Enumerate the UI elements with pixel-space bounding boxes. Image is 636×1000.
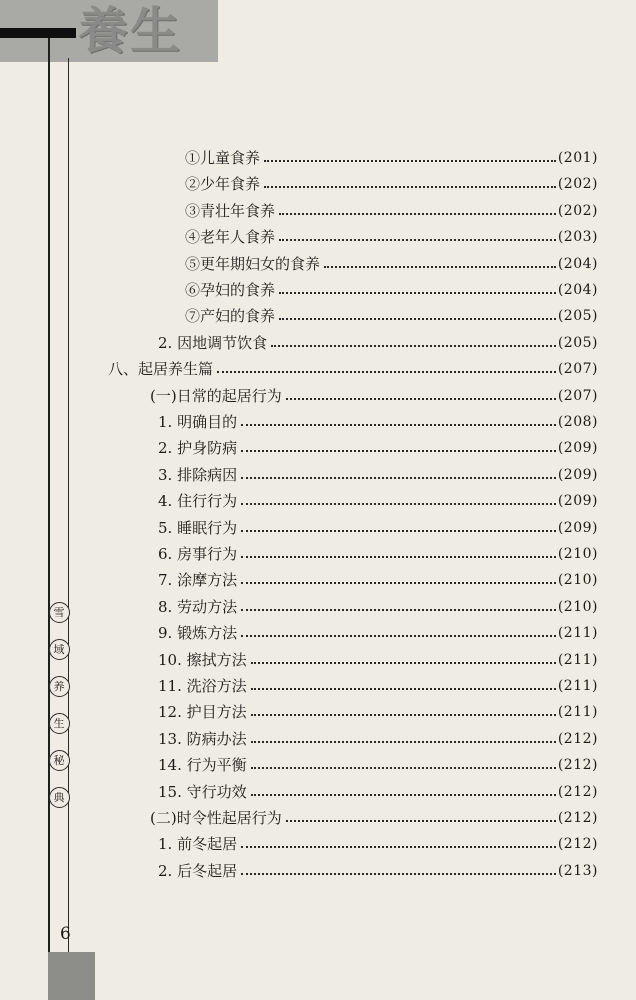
toc-entry-title: 2. 护身防病 xyxy=(158,439,238,458)
toc-entry-page: (210) xyxy=(557,598,598,615)
toc-entry-title: 8. 劳动方法 xyxy=(158,597,238,616)
toc-entry[interactable] xyxy=(158,617,598,643)
book-title-char: 秘 xyxy=(49,750,70,771)
dot-leader xyxy=(241,450,556,452)
toc-entry-title: 11. 洗浴方法 xyxy=(158,677,247,695)
footer-block xyxy=(48,952,95,1000)
toc-entry-title: 4. 住行行为 xyxy=(158,492,238,511)
dot-leader xyxy=(241,609,556,611)
toc-entry-title: 15. 守行功效 xyxy=(158,782,247,801)
toc-entry-title: 10. 擦拭方法 xyxy=(158,650,247,669)
dot-leader xyxy=(251,662,556,664)
toc-entry[interactable] xyxy=(185,274,598,300)
toc-entry-title: 13. 防病办法 xyxy=(158,729,247,748)
toc-entry-title: (二)时令性起居行为 xyxy=(150,809,282,827)
toc-entry[interactable] xyxy=(158,406,598,432)
dot-leader xyxy=(241,635,556,637)
toc-entry-title: 5. 睡眠行为 xyxy=(158,518,238,537)
book-title-char: 典 xyxy=(49,787,70,808)
toc-entry-title: ⑤更年期妇女的食养 xyxy=(185,254,321,273)
dot-leader xyxy=(217,371,556,373)
toc-entry[interactable] xyxy=(158,512,598,538)
toc-entry[interactable] xyxy=(158,591,598,617)
toc-entry[interactable] xyxy=(185,248,598,274)
toc-entry-title: ①儿童食养 xyxy=(185,149,261,167)
dot-leader xyxy=(241,582,556,584)
toc-entry-title: 6. 房事行为 xyxy=(158,545,238,563)
toc-entry-page: (204) xyxy=(557,282,598,298)
margin-rule-inner xyxy=(68,58,69,978)
dot-leader xyxy=(251,688,556,690)
toc-entry-page: (211) xyxy=(557,704,598,721)
toc-entry-title: 2. 因地调节饮食 xyxy=(158,333,268,352)
toc-entry-page: (212) xyxy=(557,757,598,774)
toc-entry-page: (205) xyxy=(557,334,598,351)
toc-entry-page: (209) xyxy=(557,466,598,483)
book-title-char: 域 xyxy=(49,639,70,660)
dot-leader xyxy=(241,530,556,532)
toc-entry[interactable] xyxy=(158,485,598,511)
toc-entry-page: (202) xyxy=(557,176,598,193)
toc-entry[interactable] xyxy=(158,564,598,590)
toc-entry-page: (209) xyxy=(557,519,598,536)
toc-entry[interactable] xyxy=(185,195,598,221)
toc-entry-title: 9. 锻炼方法 xyxy=(158,624,238,643)
toc-entry-page: (210) xyxy=(557,546,598,562)
dot-leader xyxy=(264,186,556,188)
toc-entry-page: (209) xyxy=(557,440,598,457)
toc-entry[interactable] xyxy=(158,828,598,854)
toc-entry-page: (212) xyxy=(557,810,598,826)
toc-entry-page: (212) xyxy=(557,836,598,853)
dot-leader xyxy=(286,398,556,400)
toc-entry-page: (207) xyxy=(557,361,598,378)
toc-entry[interactable] xyxy=(185,221,598,247)
toc-entry-page: (205) xyxy=(557,308,598,325)
toc-entry-title: (一)日常的起居行为 xyxy=(150,386,282,405)
toc-entry-page: (207) xyxy=(557,387,598,404)
dot-leader xyxy=(279,318,556,320)
dot-leader xyxy=(324,266,556,268)
dot-leader xyxy=(241,503,556,505)
toc-entry-title: 八、起居养生篇 xyxy=(108,360,214,379)
toc-entry[interactable] xyxy=(158,723,598,749)
toc-entry-page: (212) xyxy=(557,730,598,747)
toc-entry-page: (211) xyxy=(557,651,598,668)
toc-entry[interactable] xyxy=(185,168,598,194)
book-title-char: 养 xyxy=(49,676,70,697)
dot-leader xyxy=(241,846,556,848)
dot-leader xyxy=(279,292,556,294)
dot-leader xyxy=(251,794,556,796)
toc-entry-title: 1. 前冬起居 xyxy=(158,835,238,854)
toc-entry-title: 3. 排除病因 xyxy=(158,465,238,484)
toc-entry-page: (211) xyxy=(557,678,598,694)
dot-leader xyxy=(241,873,556,875)
toc-entry[interactable] xyxy=(158,538,598,564)
toc-entry-page: (203) xyxy=(557,229,598,246)
toc-entry[interactable] xyxy=(158,670,598,696)
toc-entry-page: (211) xyxy=(557,625,598,642)
book-title-char: 雪 xyxy=(49,602,70,623)
header-banner xyxy=(0,0,218,62)
dot-leader xyxy=(251,714,556,716)
dot-leader xyxy=(241,477,556,479)
toc-entry[interactable] xyxy=(158,776,598,802)
dot-leader xyxy=(264,160,556,162)
book-title-char: 生 xyxy=(49,713,70,734)
toc-entry[interactable] xyxy=(158,749,598,775)
toc-entry-title: 14. 行为平衡 xyxy=(158,756,247,775)
toc-entry-title: 12. 护目方法 xyxy=(158,703,247,722)
toc-entry-page: (202) xyxy=(557,202,598,219)
toc-entry-title: ⑥孕妇的食养 xyxy=(185,281,276,299)
toc-entry[interactable] xyxy=(185,142,598,168)
toc-entry-title: ③青壮年食养 xyxy=(185,201,276,220)
dot-leader xyxy=(279,213,556,215)
dot-leader xyxy=(241,556,556,558)
toc-entry[interactable] xyxy=(158,644,598,670)
toc-entry-title: 7. 涂摩方法 xyxy=(158,571,238,590)
margin-rule-outer xyxy=(48,38,50,978)
toc-entry-title: 1. 明确目的 xyxy=(158,413,238,431)
toc-entry-page: (213) xyxy=(557,862,598,879)
toc-entry-page: (210) xyxy=(557,572,598,589)
dot-leader xyxy=(286,820,556,822)
toc-entry-title: ②少年食养 xyxy=(185,175,261,194)
toc-entry-page: (209) xyxy=(557,493,598,510)
toc-entry-page: (208) xyxy=(557,414,598,430)
toc-entry-title: 2. 后冬起居 xyxy=(158,861,238,880)
vertical-book-title xyxy=(48,602,70,808)
toc-entry[interactable] xyxy=(158,432,598,458)
dot-leader xyxy=(279,239,556,241)
toc-entry[interactable] xyxy=(185,300,598,326)
toc-entry-title: ⑦产妇的食养 xyxy=(185,307,276,326)
header-logo: 養生 xyxy=(78,1,182,60)
page-number: 6 xyxy=(60,924,71,944)
toc-entry-title: ④老年人食养 xyxy=(185,228,276,247)
dot-leader xyxy=(251,741,556,743)
toc-entry[interactable] xyxy=(158,327,598,353)
toc-entry[interactable] xyxy=(150,802,598,828)
dot-leader xyxy=(251,767,556,769)
dot-leader xyxy=(241,424,556,426)
toc-entry[interactable] xyxy=(158,459,598,485)
toc-entry[interactable] xyxy=(150,380,598,406)
toc-entry[interactable] xyxy=(108,353,598,379)
toc-entry[interactable] xyxy=(158,855,598,881)
toc-entry-page: (201) xyxy=(557,150,598,166)
dot-leader xyxy=(271,345,556,347)
toc-entry-page: (212) xyxy=(557,783,598,800)
toc-entry[interactable] xyxy=(158,696,598,722)
toc-entry-page: (204) xyxy=(557,255,598,272)
